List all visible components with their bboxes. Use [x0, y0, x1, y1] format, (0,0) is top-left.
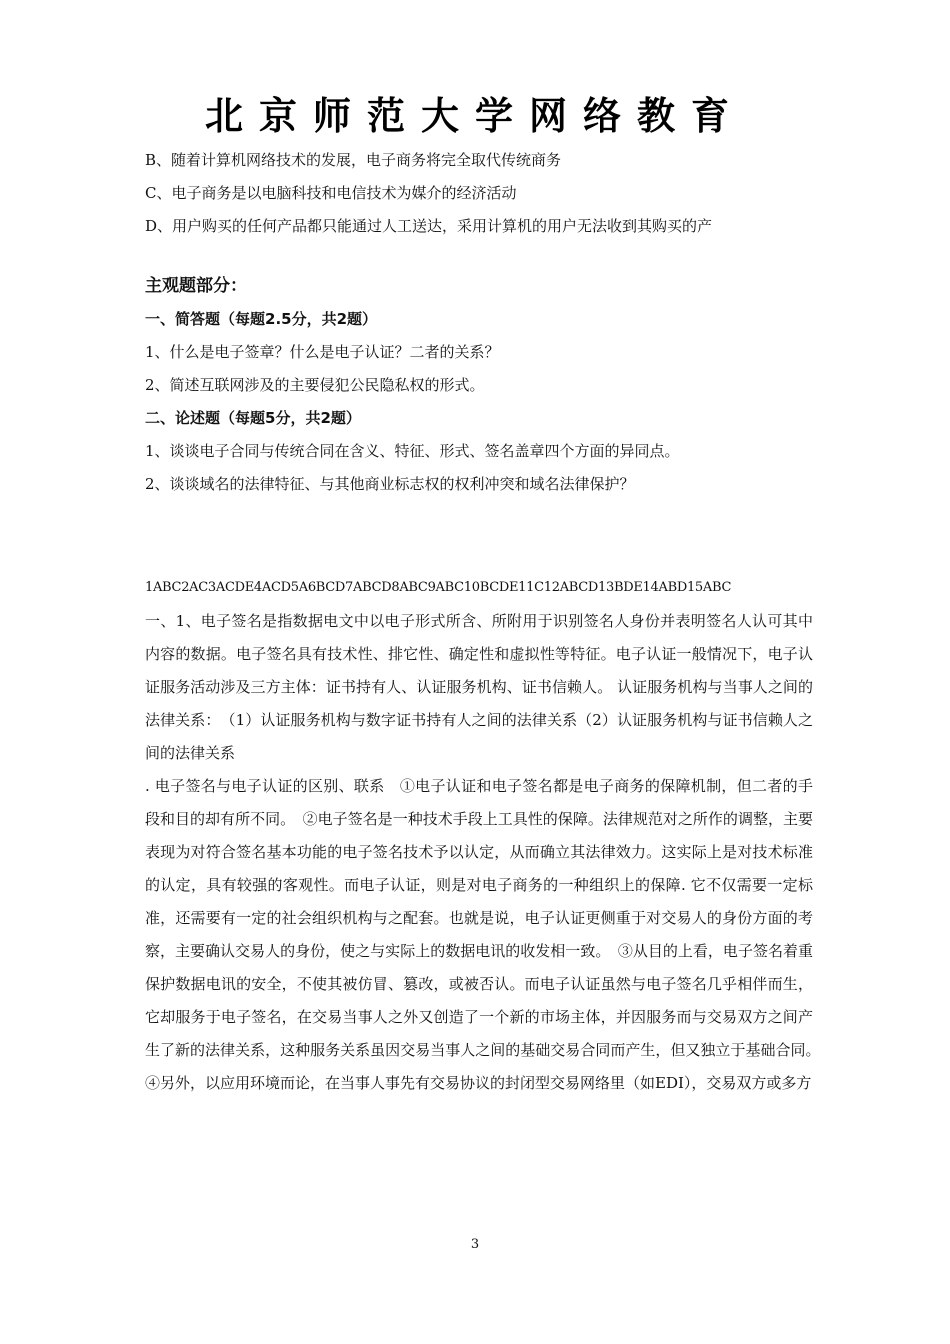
option-b: B、随着计算机网络技术的发展，电子商务将完全取代传统商务 [145, 151, 562, 169]
spacer [145, 501, 813, 571]
page-header-title: 北京师范大学网络教育 [204, 94, 745, 138]
page-content [145, 144, 829, 1100]
spacer [145, 243, 813, 269]
answer-paragraph-2: . 电子签名与电子认证的区别、联系 ①电子认证和电子签名都是电子商务的保障机制，但二者的手段和目的却有所不同。 ②电子签名是一种技术手段上工具性的保障。法律规范对之所作的调整，主要表现为对符合签名基本功能的电子签名技术予以认定，从而确立其法律效力。这实际上是对技术标准的认定，具有较强的客观性。而电子认证，则是对电子商务的一种组织上的保障. 它不仅需要一定标准，还需要有一定的社会组织机构与之配套。也就是说，电子认证更侧重于对交易人的身份方面的考察，主要确认交易人的身份，使之与实际上的数据电讯的收发相一致。 ③从目的上看，电子签名着重保护数据电讯的安全，不使其被仿冒、篡改，或被否认。而电子认证虽然与电子签名几乎相伴而生，它却服务于电子签名，在交易当事人之外又创造了一个新的市场主体，并因服务而与交易双方之间产生了新的法律关系，这种服务关系虽因交易当事人之间的基础交易合同而产生，但又独立于基础合同。 ④另外，以应用环境而论，在当事人事先有交易协议的封闭型交易网络里（如EDI），交易双方或多方 [145, 777, 829, 1092]
option-d: D、用户购买的任何产品都只能通过人工送达，采用计算机的用户无法收到其购买的产 [145, 217, 713, 235]
short-answer-question-1: 1、什么是电子签章？什么是电子认证？二者的关系？ [145, 343, 500, 361]
short-answer-question-2: 2、简述互联网涉及的主要侵犯公民隐私权的形式。 [145, 376, 485, 394]
essay-question-1: 1、谈谈电子合同与传统合同在含义、特征、形式、签名盖章四个方面的异同点。 [145, 442, 680, 460]
option-c: C、电子商务是以电脑科技和电信技术为媒介的经济活动 [145, 184, 517, 202]
essay-heading: 二、论述题（每题5分，共2题） [145, 409, 361, 427]
page-number: 3 [470, 1237, 480, 1252]
subjective-heading: 主观题部分： [145, 276, 247, 296]
essay-question-2: 2、谈谈域名的法律特征、与其他商业标志权的权利冲突和域名法律保护？ [145, 475, 635, 493]
answer-paragraph-1: 一、1、电子签名是指数据电文中以电子形式所含、所附用于识别签名人身份并表明签名人认可其中内容的数据。电子签名具有技术性、排它性、确定性和虚拟性等特征。电子认证一般情况下，电子认证服务活动涉及三方主体：证书持有人、认证服务机构、证书信赖人。 认证服务机构与当事人之间的法律关系： （1）认证服务机构与数字证书持有人之间的法律关系（2）认证服务机构与证书信赖人之间的法律关系 [145, 612, 813, 762]
short-answer-heading: 一、简答题（每题2.5分，共2题） [145, 310, 378, 328]
answer-key: 1ABC2AC3ACDE4ACD5A6BCD7ABCD8ABC9ABC10BCDE11C12ABCD13BDE14ABD15ABC [145, 580, 732, 595]
